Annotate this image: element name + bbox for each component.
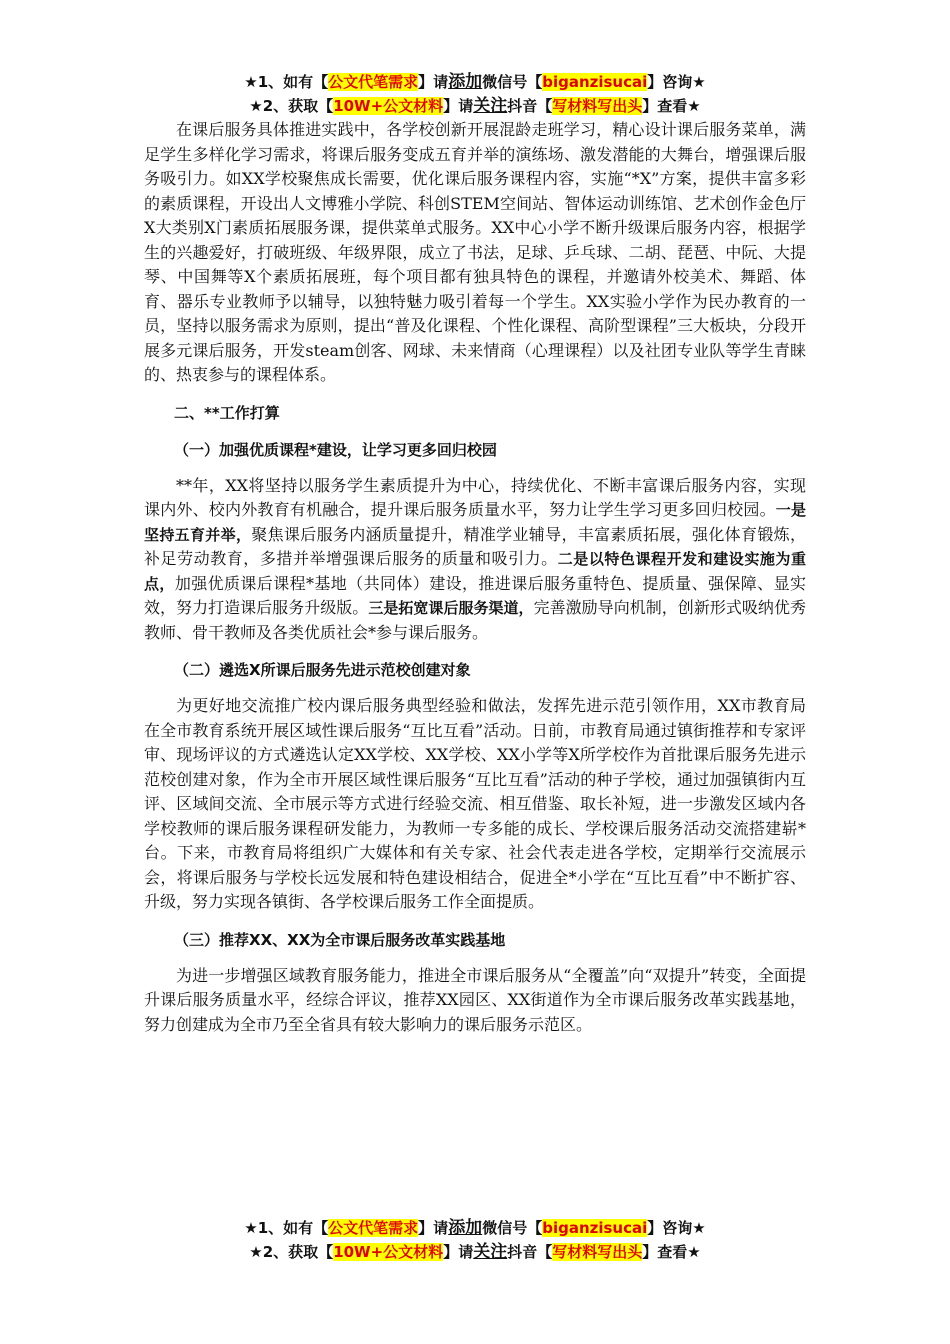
promo-highlight: biganzisucai [542, 73, 648, 91]
promo-emphasis: 关注 [473, 96, 508, 116]
subsection-heading-1: （一）加强优质课程*建设，让学习更多回归校园 [174, 440, 497, 459]
promo-banner-bottom [144, 1216, 806, 1264]
promo-highlight: 公文代笔需求 [328, 73, 419, 91]
body-paragraph-1: 在课后服务具体推进实践中，各学校创新开展混龄走班学习，精心设计课后服务菜单，满足学生多样化学习需求，将课后服务变成五育并举的演练场、激发潜能的大舞台，增强课后服务吸引力。如XX学校聚焦成长需要，优化课后服务课程内容，实施“*X”方案，提供丰富多彩的素质课程，开设出人文博雅小学院、科创STEM空间站、智体运动训练馆、艺术创作金色厅X大类别X门素质拓展服务课，提供菜单式服务。XX中心小学不断升级课后服务内容，根据学生的兴趣爱好，打破班级、年级界限，成立了书法，足球、乒乓球、二胡、琵琶、中阮、大提琴、中国舞等X个素质拓展班，每个项目都有独具特色的课程，并邀请外校美术、舞蹈、体育、器乐专业教师予以辅导，以独特魅力吸引着每一个学生。XX实验小学作为民办教育的一员，坚持以服务需求为原则，提出“普及化课程、个性化课程、高阶型课程”三大板块，分段开展多元课后服务，开发steam创客、网球、未来情商（心理课程）以及社团专业队等学生青睐的、热衷参与的课程体系。 [144, 120, 806, 384]
promo-emphasis: 添加 [448, 72, 483, 92]
promo-line-2 [144, 1240, 806, 1264]
promo-text: 微信号【 [482, 73, 543, 91]
promo-emphasis: 添加 [448, 1218, 483, 1238]
promo-text: 抖音【 [507, 97, 553, 115]
promo-text: 】咨询★ [647, 73, 706, 91]
promo-line-1 [144, 70, 806, 94]
promo-highlight: 10W+公文材料 [333, 1243, 444, 1261]
promo-highlight: 10W+公文材料 [333, 97, 444, 115]
promo-text: 抖音【 [507, 1243, 553, 1261]
document-page [144, 70, 806, 1037]
promo-text: 】查看★ [642, 1243, 701, 1261]
body-paragraph-4: 为进一步增强区域教育服务能力，推进全市课后服务从“全覆盖”向“双提升”转变，全面提升课后服务质量水平，经综合评议，推荐XX园区、XX街道作为全市课后服务改革实践基地，努力创建成为全市乃至全省具有较大影响力的课后服务示范区。 [144, 965, 806, 1034]
paragraph-text: **年，XX将坚持以服务学生素质提升为中心，持续优化、不断丰富课后服务内容，实现课内外、校内外教育有机融合，提升课后服务质量水平，努力让学生学习更多回归校园。 [144, 475, 806, 519]
promo-text: 】请 [443, 1243, 474, 1261]
promo-highlight: 写材料写出头 [552, 97, 643, 115]
promo-text: 】请 [418, 73, 449, 91]
paragraph-text: 完善激励导向机制，创新形式吸纳优秀教师、骨干教师及各类优质社会*参与课后服务。 [144, 598, 806, 642]
promo-highlight: 公文代笔需求 [328, 1219, 419, 1237]
promo-text: ★1、如有【 [244, 73, 329, 91]
promo-text: 】查看★ [642, 97, 701, 115]
bold-lead: 一是坚持五育并举， [144, 501, 806, 544]
paragraph-text: 聚焦课后服务内涵质量提升，精准学业辅导，丰富素质拓展，强化体育锻炼，补足劳动教育，多措并举增强课后服务的质量和吸引力。 [144, 524, 806, 568]
promo-highlight: 写材料写出头 [552, 1243, 643, 1261]
subsection-heading-2: （二）遴选X所课后服务先进示范校创建对象 [174, 661, 471, 679]
bold-lead: 三是拓宽课后服务渠道， [368, 599, 534, 617]
promo-text: 】咨询★ [647, 1219, 706, 1237]
promo-text: ★2、获取【 [249, 97, 334, 115]
section-heading: 二、**工作打算 [174, 403, 280, 422]
promo-line-2 [144, 94, 806, 118]
promo-text: 】请 [443, 97, 474, 115]
promo-line-1 [144, 1216, 806, 1240]
subsection-heading-3: （三）推荐XX、XX为全市课后服务改革实践基地 [174, 930, 506, 949]
promo-text: 】请 [418, 1219, 449, 1237]
promo-banner-top [144, 70, 806, 118]
promo-text: ★1、如有【 [244, 1219, 329, 1237]
promo-text: ★2、获取【 [249, 1243, 334, 1261]
bold-lead: 二是以特色课程开发和建设实施为重点， [144, 550, 806, 593]
paragraph-text: 加强优质课后课程*基地（共同体）建设，推进课后服务重特色、提质量、强保障、显实效，努力打造课后服务升级版。 [144, 573, 806, 617]
body-paragraph-3: 为更好地交流推广校内课后服务典型经验和做法，发挥先进示范引领作用，XX市教育局在全市教育系统开展区域性课后服务“互比互看”活动。日前，市教育局通过镇街推荐和专家评审、现场评议的方式遴选认定XX学校、XX学校、XX小学等X所学校作为首批课后服务先进示范校创建对象，作为全市开展区域性课后服务“互比互看”活动的种子学校，通过加强镇街内互评、区域间交流、全市展示等方式进行经验交流、相互借鉴、取长补短，进一步激发区域内各学校教师的课后服务课程研发能力，为教师一专多能的成长、学校课后服务活动交流搭建崭*台。下来，市教育局将组织广大媒体和有关专家、社会代表走进各学校，定期举行交流展示会，将课后服务与学校长远发展和特色建设相结合，促进全*小学在“互比互看”中不断扩容、升级，努力实现各镇街、各学校课后服务工作全面提质。 [144, 696, 806, 911]
promo-text: 微信号【 [482, 1219, 543, 1237]
promo-highlight: biganzisucai [542, 1219, 648, 1237]
body-paragraph-2 [144, 474, 806, 646]
promo-emphasis: 关注 [473, 1242, 508, 1262]
